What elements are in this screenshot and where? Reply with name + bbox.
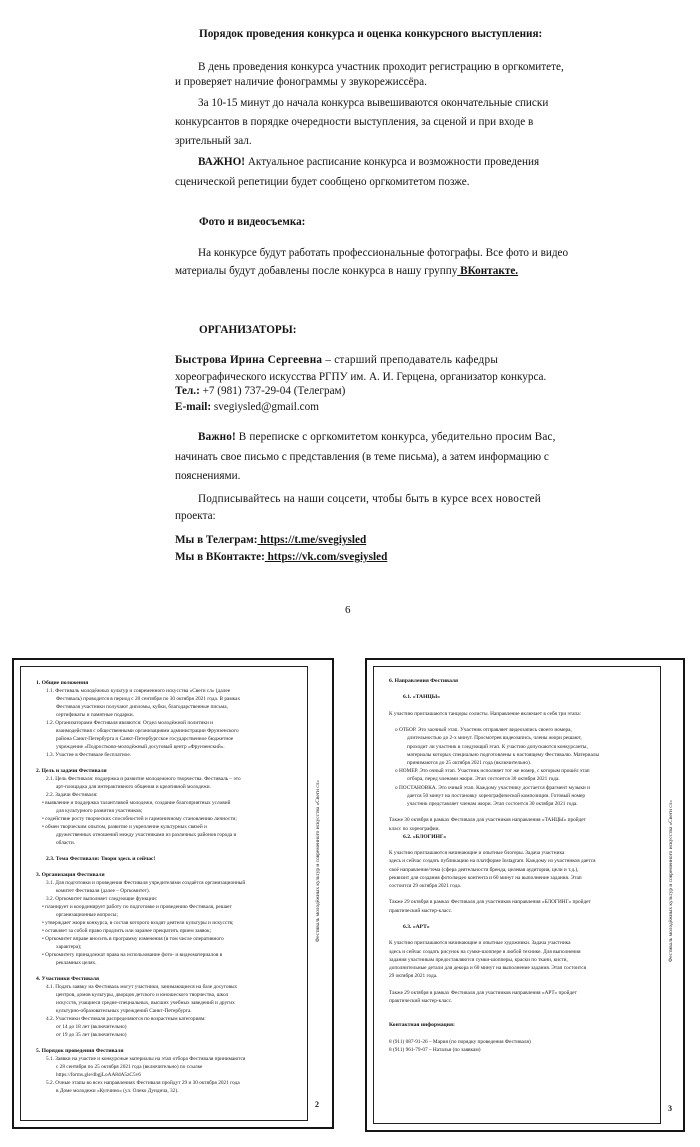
section-heading: 2. Цель и задачи Фестиваля [36, 768, 107, 774]
festival-side-caption: Фестиваль молодёжных культур и современного искусства «Свеги сл» [315, 780, 321, 943]
important-correspondence-line: пояснениями. [175, 470, 241, 482]
text-line: Фестиваль) проводится в период с 20 сентября по 30 октября 2021 года. В рамках [56, 696, 241, 702]
text-line: К участию приглашаются начинающие и опытные блогеры. Задача участника [389, 850, 565, 857]
text-line: длительностью до 2-х минут. Просмотрев видеозапись, члены жюри решают, [407, 735, 582, 742]
text-line: Также 29 октября в рамках Фестиваля для участников направления «БЛОГИНГ» пройдет [389, 899, 591, 906]
text-line: дополнительные детали для декора и 60 минут на выполнение задания. Этап состоится [389, 965, 587, 971]
text-line: комитет Фестиваля (далее – Оргкомитет). [56, 888, 150, 894]
text-line: от 14 до 18 лет (включительно) [56, 1024, 127, 1030]
text-line: 4.2. Участники Фестиваля распределяются по возрастным категориям: [46, 1016, 206, 1022]
text-line: центров, домов культуры, дворцов детского и юношеского творчества, школ [56, 992, 229, 998]
text-line: Фестиваля участники получают дипломы, кубки, благодарственные письма, [56, 704, 228, 710]
section-heading: 6. Направления Фестиваля [389, 678, 459, 684]
text-line: 1.1. Фестиваль молодёжных культур и современного искусства «Свеги сл» (далее [46, 688, 231, 694]
social-paragraph-line: проекта: [175, 510, 216, 522]
text-line: дружественных отношений между участниками из различных районов города и [56, 832, 237, 838]
section-heading: 1. Общие положения [36, 680, 89, 686]
text-line: o ПОСТАНОВКА. Это очный этап. Каждому участнику достается фрагмент музыки и [395, 784, 590, 791]
festival-side-caption: Фестиваль молодёжных культур и современного искусства «Свеги сл» [668, 800, 674, 963]
section-heading: 2.3. Тема Фестиваля: Твори здесь и сейчас! [46, 856, 156, 862]
text-line: 3.2. Оргкомитет выполняет следующие функции: [46, 896, 158, 902]
text-line: задания участникам предоставляются сумки-шопперы, краски по ткани, кисти, [389, 956, 568, 963]
section-heading-procedure: Порядок проведения конкурса и оценка конкурсного выступления: [199, 28, 543, 40]
text-line: класс по хореографии. [389, 825, 440, 832]
text-line: https://forms.gle/dbgjLoAA8dA5zC5v6 [56, 1072, 141, 1078]
important-notice-line: сценической репетиции будет сообщено оргкомитетом позже. [175, 176, 470, 188]
text-line: взаимодействия с общественными организациями администрации Фрунзенского [56, 728, 239, 734]
text-line: • Оргкомитет вправе вносить в программу изменения (в том числе оперативного [42, 936, 224, 942]
text-line: организационные вопросы; [56, 912, 118, 918]
section-heading: 6.1. «ТАНЦЫ» [403, 694, 441, 701]
section-heading: Контактная информация: [389, 1022, 455, 1029]
text-line: • содействие росту творческих способностей и гармоничному становлению личности; [42, 816, 237, 822]
text-line: практический мастер-класс. [389, 997, 453, 1004]
telegram-link[interactable]: https://t.me/svegiysled [257, 534, 367, 546]
important-label: Важно! [198, 431, 236, 443]
text-line: дается 50 минут на постановку хореографической композиции. Готовый номер [407, 792, 586, 799]
text-line: для культурного развития участников; [56, 808, 143, 814]
text-line: • выявление и поддержка талантливой молодежи, создание благоприятных условий [42, 800, 231, 806]
text-line: участник представляет членам жюри. Этап состоится 30 октября 2021 года. [407, 801, 578, 807]
text-line: 8 (911) 961-79-07 – Наталья (по заявкам) [389, 1047, 481, 1053]
text-line: в Доме молодежи «Купчино» (ул. Олеко Дундича, 32). [56, 1088, 179, 1094]
text-line: • утверждает жюри конкурса, в состав которого входят деятели культуры и искусств; [42, 920, 234, 926]
text-line: • планирует и координирует работу по подготовке и проведению Фестиваля, решает [42, 904, 232, 910]
text-line: 2.1. Цель Фестиваля: поддержка и развитие молодежного творчества. Фестиваль – это [46, 776, 241, 782]
procedure-paragraph-line: зрительный зал. [175, 135, 252, 147]
text-line: культурно-образовательных учреждений Санкт-Петербурга. [56, 1008, 192, 1014]
section-heading-organizers: ОРГАНИЗАТОРЫ: [199, 324, 297, 336]
text-line: реквизит для создания фото/видео контента и 60 минут на выполнение задания. Этап [389, 874, 582, 881]
text-line: 2.2. Задачи Фестиваля: [46, 792, 98, 798]
text-line: арт-площадка для интерактивного общения и креативной молодежи. [56, 784, 211, 790]
procedure-paragraph-line: конкурсантов в порядке очередности выступления, за сценой и при входе в [175, 116, 534, 128]
text-line: материалы которых специально подготовлены к настоящему Фестивалю. Материалы [407, 751, 600, 758]
text-line: Также 30 октября в рамках Фестиваля для участников направления «ТАНЦЫ» пройдет [389, 817, 586, 824]
section-heading: 4. Участники Фестиваля [36, 976, 100, 982]
text-line: практический мастер-класс. [389, 907, 453, 914]
text-line: • Оргкомитету принадлежат права на использование фото- и видеоматериалов в [42, 952, 223, 958]
section-heading: 3. Организация Фестиваля [36, 872, 105, 878]
text-line: отбора, перед членами жюри. Этап состоится 30 октября 2021 года. [407, 776, 560, 783]
text-line: сертификаты и памятные подарки. [56, 712, 134, 718]
email-label: E-mail: [175, 401, 212, 413]
text-line: своё направление/тема (сфера деятельности бренда, целевая аудитория, цели и т.д.), [389, 866, 579, 873]
text-line: 29 октября 2021 года. [389, 973, 438, 980]
festival-rules-page-3 [365, 658, 685, 1132]
text-line: 4.1. Подать заявку на Фестиваль могут участники, занимающиеся на базе досуговых [46, 984, 238, 990]
text-line: с 28 сентября по 25 октября 2021 года (включительно) по ссылке [56, 1064, 203, 1070]
text-line: рекламных целях. [56, 960, 97, 966]
page-number: 6 [345, 604, 351, 616]
photo-paragraph-line: материалы будут добавлены после конкурса в нашу группу ВКонтакте. [175, 265, 519, 277]
text-line: учреждение «Подростково-молодёжный досуговый центр «Фрунзенский». [56, 744, 225, 750]
organizer-name: Быстрова Ирина Сергеевна [175, 354, 323, 366]
email-line [175, 398, 319, 417]
text-line: искусств, учащиеся средне-специальных, высших учебных заведений и других [56, 1000, 235, 1006]
text-line: 1.2. Организаторами Фестиваля являются: Отдел молодёжной политики и [46, 720, 213, 726]
section-heading-photo: Фото и видеосъемка: [199, 216, 306, 228]
text-line: o НОМЕР. Это очный этап. Участник исполняет тот же номер, с которым прошёл этап [395, 768, 590, 775]
important-correspondence-line: начинать свое письмо с представления (в теме письма), а затем информацию с [175, 451, 549, 463]
text-line: состоится 29 октября 2021 года. [389, 883, 462, 889]
text-line: принимаются до 25 октября 2021 года (включительно). [407, 760, 532, 766]
text-line: Также 29 октября в рамках Фестиваля для участников направления «АРТ» пройдет [389, 989, 577, 996]
text-line: 5.1. Заявки на участие и конкурсные материалы на этап отбора Фестиваля принимаются [46, 1056, 246, 1062]
section-heading: 6.3. «АРТ» [403, 924, 430, 930]
organizer-role: – старший преподаватель кафедры [322, 354, 499, 366]
telegram-label: Мы в Телеграм: [175, 534, 258, 546]
vk-link[interactable]: https://vk.com/svegiysled [264, 551, 388, 563]
text-line: района Санкт-Петербурга и Санкт-Петербургское государственное бюджетное [56, 736, 234, 742]
social-paragraph-line: Подписывайтесь на наши соцсети, чтобы быть в курсе всех новостей [198, 493, 541, 505]
important-text: Актуальное расписание конкурса и возможности проведения [245, 156, 540, 168]
festival-rules-page-2 [12, 658, 334, 1129]
text-line: 3.1. Для подготовки и проведения Фестиваля учредителями создаётся организационный [46, 880, 246, 886]
section-heading: 5. Порядок проведения Фестиваля [36, 1048, 124, 1054]
text-line: К участию приглашаются начинающие и опытные художники. Задача участника [389, 940, 571, 947]
text-line: от 19 до 35 лет (включительно) [56, 1032, 127, 1038]
procedure-paragraph-line: и проверяет наличие фонограммы у звукорежиссёра. [175, 76, 427, 88]
important-notice-line [198, 153, 539, 172]
text-line: • оставляет за собой право продлить или заранее прекратить прием заявок; [42, 928, 212, 934]
text-line: проходит ли участник в следующий этап. К участию допускаются конкурсанты, [407, 743, 588, 750]
procedure-paragraph-line: За 10-15 минут до начала конкурса вывешиваются окончательные списки [198, 97, 549, 109]
text-line: 8 (911) 087-91-26 – Мария (по порядку проведения Фестиваля) [389, 1038, 531, 1045]
vk-group-link[interactable]: ВКонтакте. [457, 265, 519, 277]
email-value[interactable]: svegiysled@gmail.com [211, 401, 319, 413]
organizer-role-line: хореографического искусства РГПУ им. А. И. Герцена, организатор конкурса. [175, 371, 547, 383]
important-correspondence-line: Важно! В переписке с оргкомитетом конкурса, убедительно просим Вас, [198, 431, 556, 443]
vk-line [175, 548, 387, 567]
sheet-page-number: 3 [668, 1104, 672, 1113]
procedure-paragraph-line: В день проведения конкурса участник проходит регистрацию в оргкомитете, [198, 61, 564, 73]
photo-paragraph-line: На конкурсе будут работать профессиональные фотографы. Все фото и видео [198, 247, 569, 259]
text-line: • обмен творческим опытом, развитие и укрепление культурных связей и [42, 824, 207, 830]
text-line: 5.2. Очные этапы во всех направлениях Фестиваля пройдут 29 и 30 октября 2021 года [46, 1080, 240, 1086]
section-heading: 6.2. «БЛОГИНГ» [403, 833, 447, 840]
text-line: 1.3. Участие в Фестивале бесплатное. [46, 752, 132, 758]
phone-label: Тел.: [175, 385, 200, 397]
sheet-page-number: 2 [315, 1100, 319, 1109]
vk-label: Мы в ВКонтакте: [175, 551, 265, 563]
text-line: К участию приглашаются танцоры солисты. Направление включает в себя три этапа: [389, 710, 582, 717]
important-label: ВАЖНО! [198, 156, 246, 168]
text-line: области. [56, 840, 76, 846]
phone-value: +7 (981) 737-29-04 (Телеграм) [199, 385, 346, 397]
text-line: здесь и сейчас создать рисунок на сумке-шоппере в любой технике. Для выполнения [389, 948, 581, 955]
text-line: здесь и сейчас создать публикацию на платформе Instagram. Каждому из участников дается [389, 858, 596, 865]
text-line: характера); [56, 944, 82, 950]
text-line: o ОТБОР. Это заочный этап. Участник отправляет видеозапись своего номера, [395, 727, 572, 734]
